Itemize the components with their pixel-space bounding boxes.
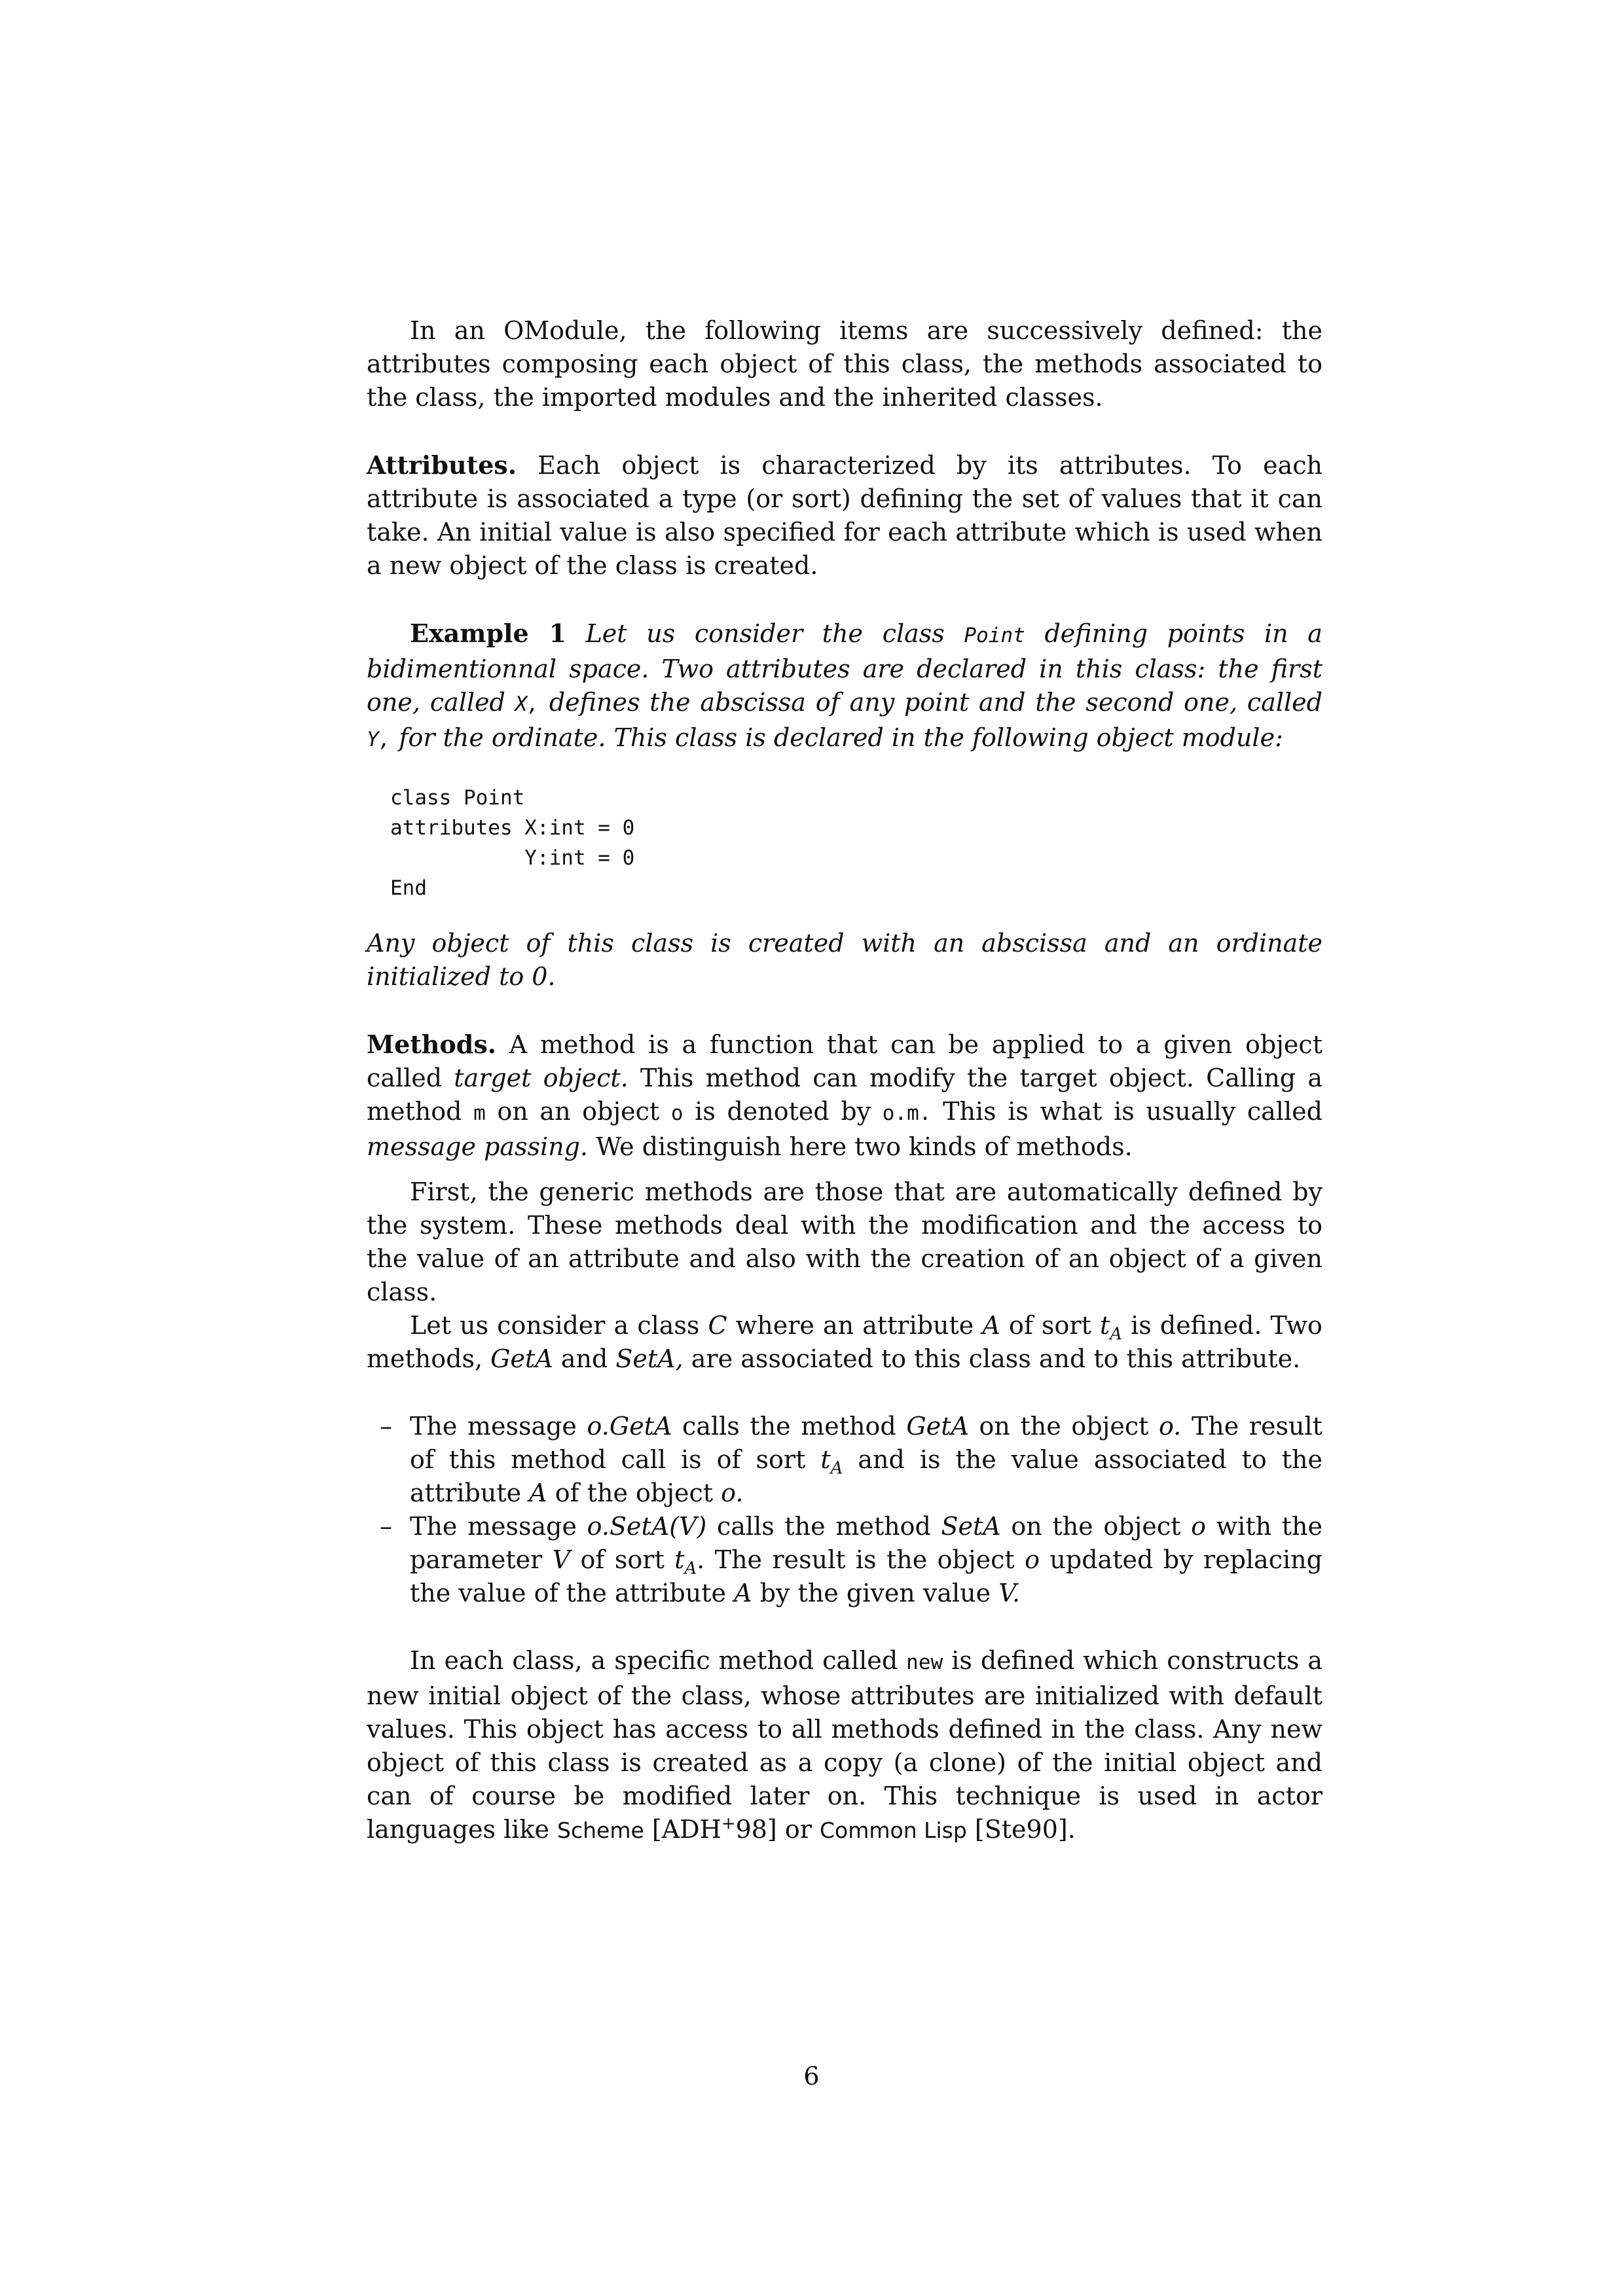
math: C bbox=[708, 1311, 727, 1340]
list-dash: – bbox=[380, 1412, 392, 1441]
math: SetA bbox=[941, 1512, 1001, 1541]
math-base: t bbox=[820, 1445, 831, 1474]
math: A bbox=[982, 1311, 1000, 1340]
text: and bbox=[560, 1344, 608, 1373]
math bbox=[1099, 1311, 1122, 1344]
methods-text: This method can modify the target object. Calling a method bbox=[367, 1064, 1322, 1126]
text: The message bbox=[410, 1512, 577, 1541]
generic-paragraph: First, the generic methods are those that are automatically defined by the system. These methods deal with the modification and the access to the value of an attribute and also with the creation of an object of a given class. bbox=[367, 1177, 1322, 1306]
math: o. bbox=[721, 1479, 744, 1507]
text: is defined which constructs a new initial object of the class, whose attributes are initialized with default values. This object has access to all methods defined in the class. Any new object of this class is created as a copy (a clone) of the initial object and can of course be modified later on. This technique is used in actor languages like bbox=[367, 1646, 1322, 1844]
math: o.SetA(V) bbox=[587, 1512, 707, 1541]
last-paragraph bbox=[367, 1644, 1322, 1847]
text: and is the value associated to the attribute bbox=[410, 1445, 1322, 1507]
citation: [Ste90]. bbox=[974, 1815, 1076, 1844]
text: on the object bbox=[979, 1412, 1149, 1441]
example-text: defining points in a bidimentionnal space. Two attributes are declared in this class: the first one, called bbox=[367, 619, 1322, 717]
text: calls the method bbox=[716, 1512, 931, 1541]
text: calls the method bbox=[682, 1412, 896, 1441]
text: The message bbox=[410, 1412, 577, 1441]
math: o. bbox=[1159, 1412, 1182, 1441]
term: target object. bbox=[454, 1064, 629, 1092]
method-list bbox=[367, 1410, 1322, 1610]
methods-paragraph bbox=[367, 1028, 1322, 1164]
code-inline: Y, bbox=[367, 728, 392, 751]
list-item bbox=[367, 1410, 1322, 1510]
citation-sup: + bbox=[721, 1814, 736, 1834]
math-subscript: A bbox=[684, 1558, 697, 1579]
math: o bbox=[1025, 1545, 1040, 1574]
text: The result of this method call is of sort bbox=[410, 1412, 1322, 1474]
citation-text: 98] bbox=[735, 1815, 777, 1844]
language-name: Common Lisp bbox=[820, 1818, 967, 1843]
example-conclusion: Any object of this class is created with an abscissa and an ordinate initialized to 0. bbox=[367, 929, 1322, 991]
attributes-heading: Attributes. bbox=[367, 450, 517, 480]
text: or bbox=[784, 1815, 812, 1844]
citation bbox=[652, 1815, 777, 1844]
code-inline: o.m. bbox=[882, 1102, 932, 1125]
text: are associated to this class and to this attribute. bbox=[691, 1344, 1301, 1373]
text: is defined. Two methods, bbox=[367, 1311, 1322, 1373]
language-name: Scheme bbox=[557, 1818, 644, 1843]
example-label: Example 1 bbox=[410, 619, 566, 648]
example-text: defines the abscissa of any point and the second one, called bbox=[549, 688, 1322, 717]
methods-heading: Methods. bbox=[367, 1030, 496, 1059]
text: on the object bbox=[1011, 1512, 1181, 1541]
text: where an attribute bbox=[735, 1311, 974, 1340]
math: SetA, bbox=[615, 1344, 684, 1373]
methods-text: We distinguish here two kinds of methods. bbox=[596, 1132, 1133, 1161]
example-paragraph bbox=[367, 617, 1322, 757]
methods-text: A method is a function that can be applied to a given object called bbox=[367, 1030, 1322, 1092]
text: with the parameter bbox=[410, 1512, 1322, 1574]
code-inline: new bbox=[906, 1651, 943, 1674]
code-inline: X, bbox=[515, 692, 539, 716]
math-base: t bbox=[674, 1545, 685, 1574]
page-number: 6 bbox=[803, 2062, 820, 2090]
math: A bbox=[529, 1479, 547, 1507]
text: by the given value bbox=[759, 1579, 991, 1607]
text: In each class, a specific method called bbox=[410, 1646, 898, 1675]
math-base: t bbox=[1099, 1311, 1110, 1340]
term: message passing. bbox=[367, 1132, 589, 1161]
citation-text: [ADH bbox=[651, 1815, 721, 1844]
code-inline: o bbox=[670, 1102, 684, 1125]
math: A bbox=[734, 1579, 752, 1607]
text: of sort bbox=[580, 1545, 665, 1574]
code-inline: m bbox=[473, 1102, 486, 1125]
text: updated by replacing the value of the attribute bbox=[410, 1545, 1322, 1607]
methods-text: is denoted by bbox=[695, 1097, 871, 1126]
list-dash: – bbox=[380, 1512, 392, 1541]
text: . The result is the object bbox=[697, 1545, 1015, 1574]
letus-paragraph bbox=[367, 1309, 1322, 1376]
math-subscript: A bbox=[830, 1458, 843, 1479]
code-inline: Point bbox=[964, 624, 1025, 647]
math: GetA bbox=[490, 1344, 553, 1373]
example-text: for the ordinate. This class is declared in the following object module: bbox=[399, 723, 1283, 752]
list-item bbox=[367, 1510, 1322, 1610]
text: of sort bbox=[1008, 1311, 1091, 1340]
text: of the object bbox=[555, 1479, 714, 1507]
methods-text: on an object bbox=[497, 1097, 660, 1126]
page-body bbox=[367, 314, 1322, 1847]
math: GetA bbox=[906, 1412, 969, 1441]
math: V. bbox=[998, 1579, 1021, 1607]
math: o bbox=[1191, 1512, 1206, 1541]
math-subscript: A bbox=[1110, 1324, 1122, 1344]
attributes-text: Each object is characterized by its attributes. To each attribute is associated a type (or sort) defining the set of values that it can take. An initial value is also specified for each attribute which is used when a new object of the class is created. bbox=[367, 451, 1322, 580]
math bbox=[820, 1445, 843, 1479]
math: V bbox=[552, 1545, 571, 1574]
methods-text: This is what is usually called bbox=[943, 1097, 1322, 1126]
text: Let us consider a class bbox=[410, 1311, 700, 1340]
attributes-paragraph bbox=[367, 448, 1322, 583]
example-text: Let us consider the class bbox=[585, 619, 945, 648]
intro-paragraph: In an OModule, the following items are successively defined: the attributes composing each object of this class, the methods associated to the class, the imported modules and the inherited classes. bbox=[367, 316, 1322, 412]
code-block: class Point attributes X:int = 0 Y:int = 0 End bbox=[390, 786, 635, 900]
math: o.GetA bbox=[587, 1412, 672, 1441]
math bbox=[674, 1545, 697, 1579]
